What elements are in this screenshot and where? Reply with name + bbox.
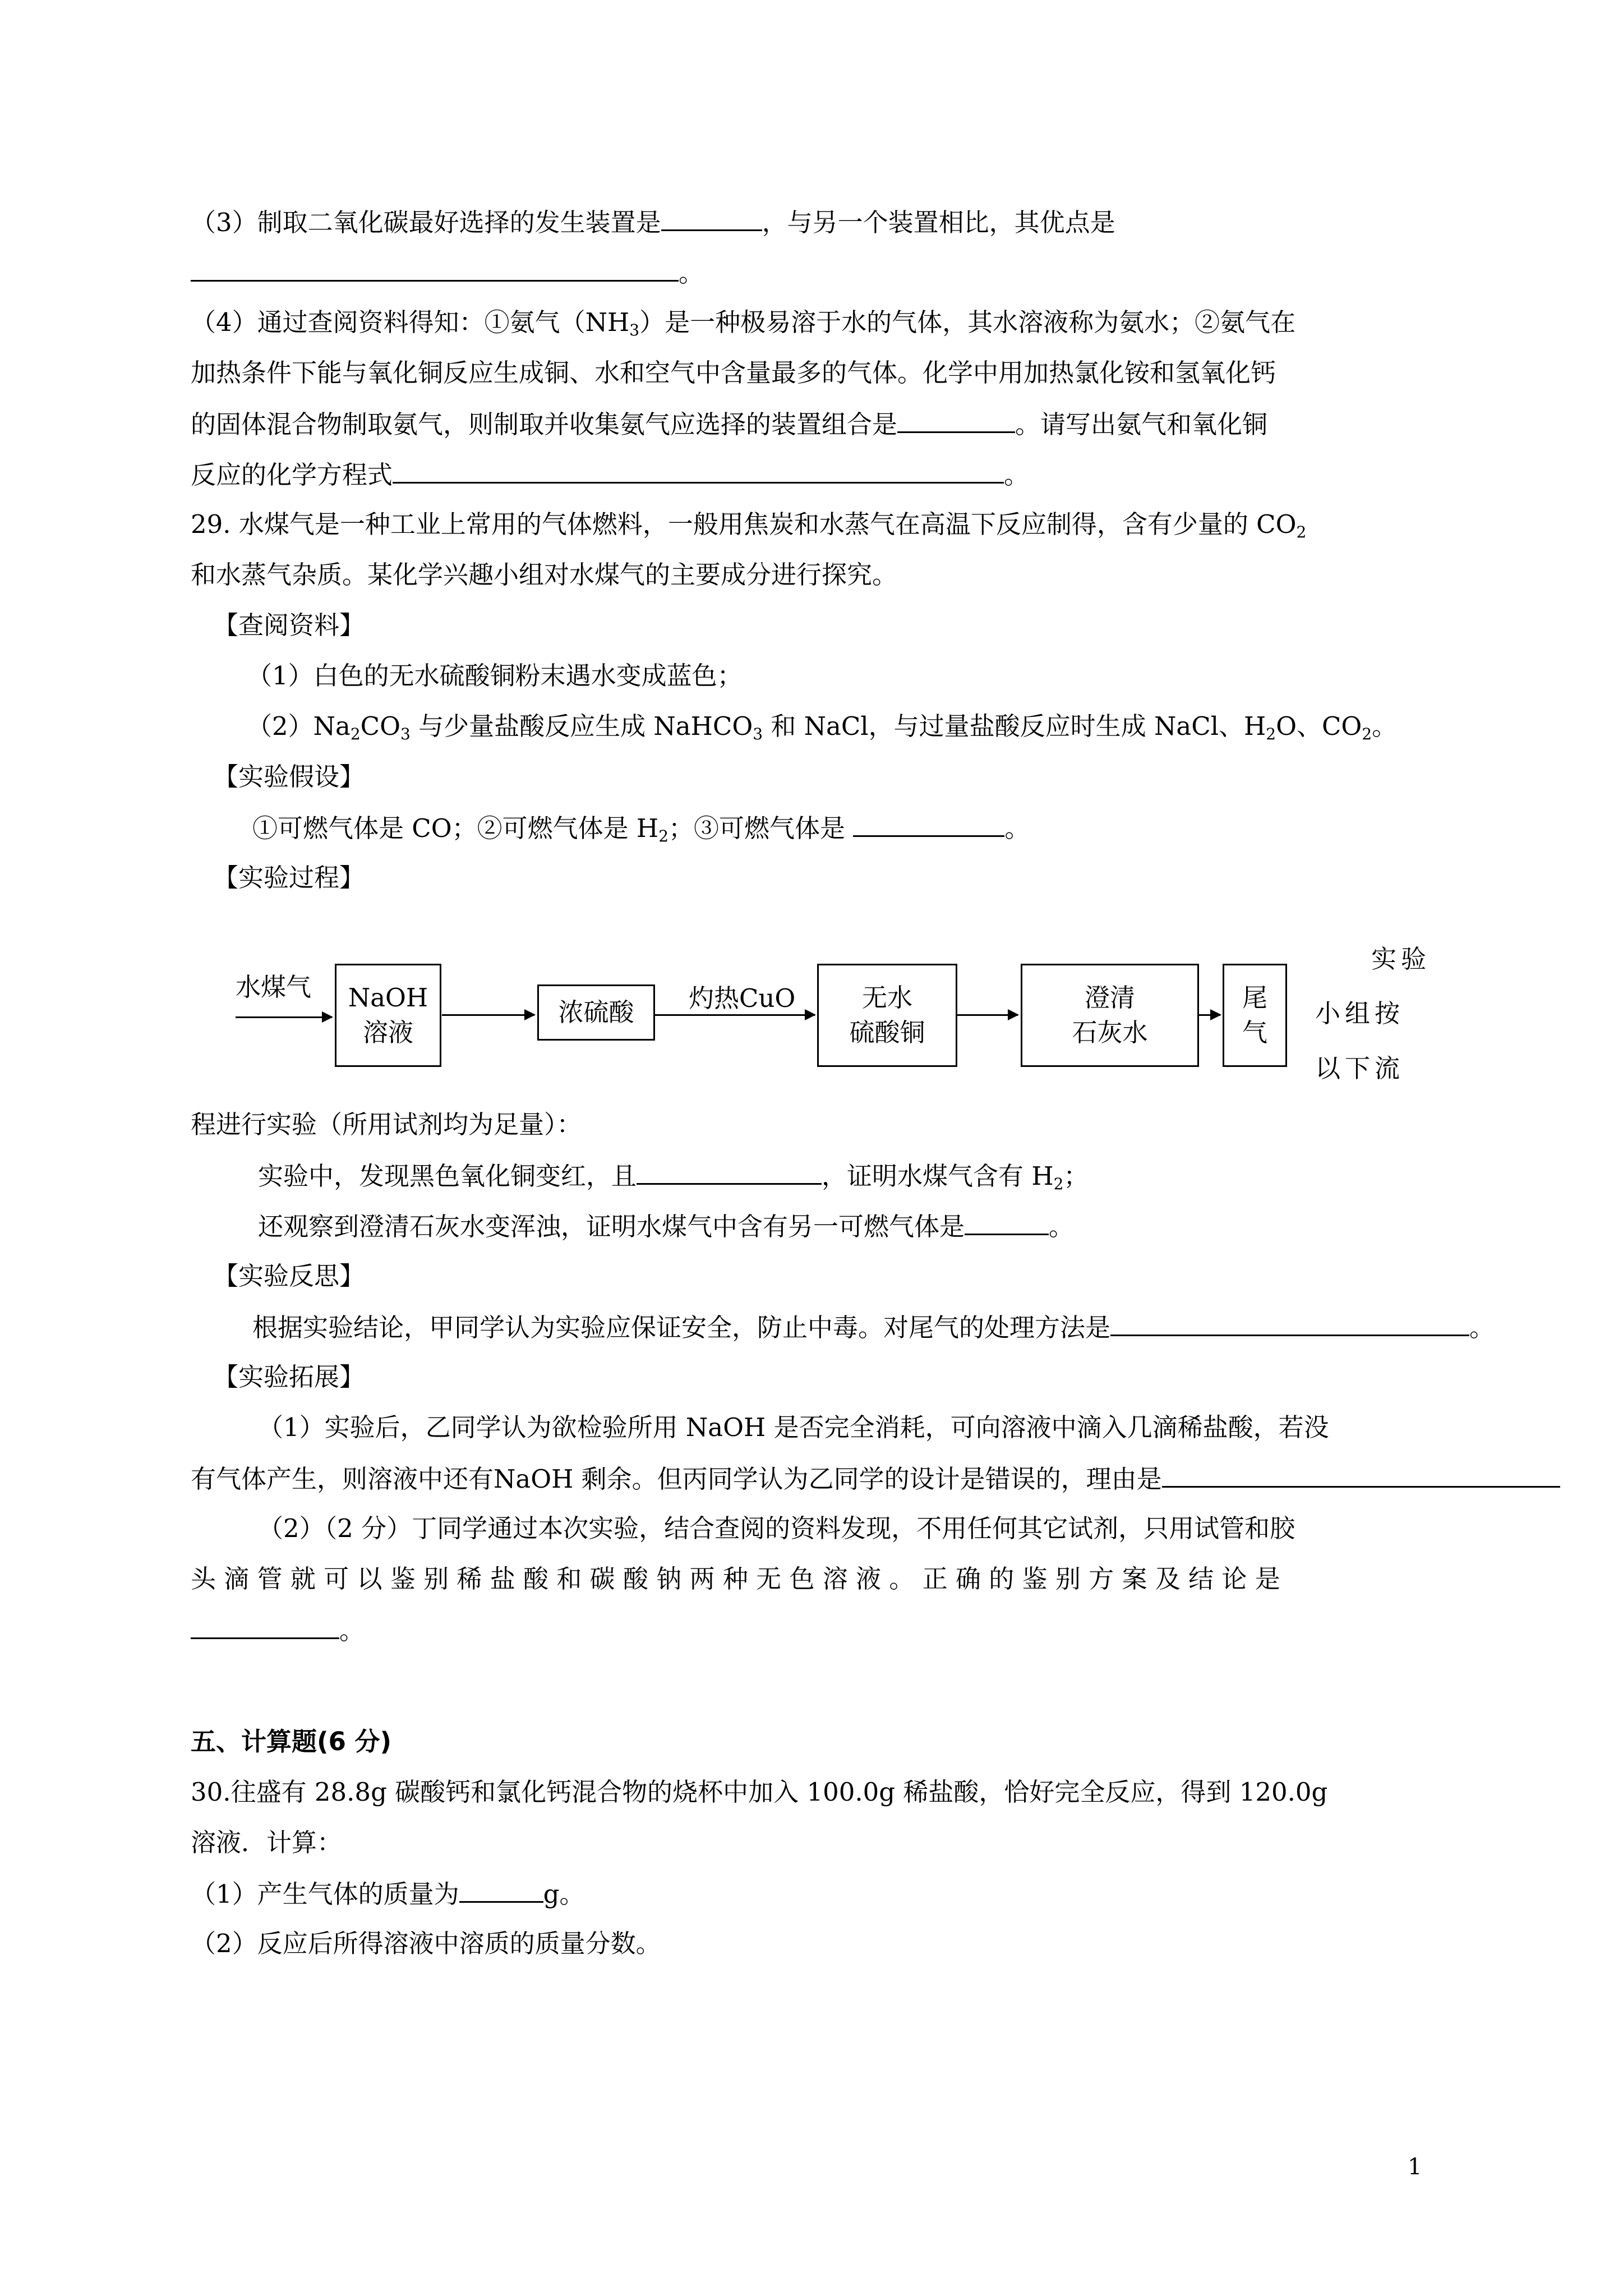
section-heading-reflection: 【实验反思】 — [213, 1261, 365, 1291]
q28-part4-line3: 的固体混合物制取氨气，则制取并收集氨气应选择的装置组合是 。请写出氨气和氧化铜 — [191, 407, 1267, 441]
answer-blank[interactable] — [637, 1158, 822, 1185]
q28-part3-line2: 。 — [191, 255, 704, 290]
flow-box-anhydrous-copper-sulfate: 无水 硫酸铜 — [817, 964, 957, 1067]
q29-line1: 29. 水煤气是一种工业上常用的气体燃料，一般用焦炭和水蒸气在高温下反应制得，含有少量的 $CO_2$ — [191, 509, 1307, 541]
side-text-2: 小组按 — [1315, 999, 1405, 1028]
answer-blank[interactable] — [393, 457, 1004, 484]
flow-box-conc-sulfuric-acid: 浓硫酸 — [537, 984, 655, 1041]
q30-line2: 溶液．计算： — [191, 1828, 343, 1857]
q28-part4-line4: 反应的化学方程式 。 — [191, 457, 1029, 492]
answer-blank[interactable] — [897, 407, 1015, 433]
answer-blank[interactable] — [965, 1209, 1049, 1235]
reflection-line: 根据实验结论，甲同学认为实验应保证安全，防止中毒。对尾气的处理方法是 。 — [252, 1310, 1495, 1345]
flow-hot-cuo-label: 灼热CuO — [689, 983, 796, 1013]
answer-blank[interactable] — [191, 255, 679, 282]
answer-blank[interactable] — [1162, 1461, 1560, 1488]
section-five-title: 五、计算题(6 分) — [191, 1727, 392, 1756]
q30-sub1: （1）产生气体的质量为 g。 — [191, 1876, 584, 1911]
q30-sub2: （2）反应后所得溶液中溶质的质量分数。 — [191, 1929, 661, 1958]
observation-1: 实验中，发现黑色氧化铜变红，且 ，证明水煤气含有 $H_2$； — [258, 1158, 1089, 1193]
answer-blank[interactable] — [1110, 1310, 1469, 1336]
answer-blank[interactable] — [853, 811, 1004, 837]
flow-box-naoh-solution: NaOH 溶液 — [335, 964, 441, 1067]
hypothesis-line: ①可燃气体是 CO；②可燃气体是 $H_2$；③可燃气体是 。 — [252, 811, 1030, 845]
section-heading-reference: 【查阅资料】 — [213, 610, 365, 640]
answer-blank[interactable] — [191, 1613, 339, 1639]
flow-arrow — [655, 1014, 815, 1016]
q28-part4-line2: 加热条件下能与氧化铜反应生成铜、水和空气中含量最多的气体。化学中用加热氯化铵和氢氧化钙 — [191, 358, 1276, 388]
process-continuation: 程进行实验（所用试剂均为足量）： — [191, 1110, 582, 1139]
answer-blank[interactable] — [661, 205, 762, 231]
q29-line2: 和水蒸气杂质。某化学兴趣小组对水煤气的主要成分进行探究。 — [191, 560, 898, 590]
flow-box-limewater: 澄清 石灰水 — [1021, 964, 1199, 1067]
flow-arrow — [442, 1014, 534, 1016]
observation-2: 还观察到澄清石灰水变浑浊，证明水煤气中含有另一可燃气体是 。 — [258, 1209, 1074, 1244]
extension-2-line1: （2）（2 分）丁同学通过本次实验，结合查阅的资料发现，不用任何其它试剂，只用试管和胶 — [258, 1513, 1295, 1543]
flow-input-label: 水煤气 — [236, 972, 312, 1002]
q28-part3-line1: （3）制取二氧化碳最好选择的发生装置是 ，与另一个装置相比，其优点是 — [191, 205, 1115, 240]
q28-part4-line1: （4）通过查阅资料得知：①氨气$(NH_3)$是一种极易溶于水的气体，其水溶液称为氨水；②氨气在 — [191, 307, 1296, 339]
extension-1-line2: 有气体产生，则溶液中还有NaOH 剩余。但丙同学认为乙同学的设计是错误的，理由是 — [191, 1461, 1560, 1496]
section-heading-hypothesis: 【实验假设】 — [213, 762, 365, 792]
extension-2-line2: 头 滴 管 就 可 以 鉴 别 稀 盐 酸 和 碳 酸 钠 两 种 无 色 溶 液 。 正 确 的 鉴 别 方 案 及 结 论 是 — [191, 1564, 1280, 1594]
extension-2-line3: 。 — [191, 1613, 365, 1648]
flow-arrow — [957, 1014, 1018, 1016]
reference-item-2: $(2)Na_2CO_3$ 与少量盐酸反应生成 NaHCO$_3$ 和 NaCl，与过量盐酸反应时生成 NaCl、$H_2O$、$CO_2$。 — [247, 711, 1398, 743]
side-text-3: 以下流 — [1315, 1053, 1405, 1083]
section-heading-process: 【实验过程】 — [213, 863, 365, 892]
answer-blank[interactable] — [459, 1876, 543, 1903]
reference-item-1: （1）白色的无水硫酸铜粉末遇水变成蓝色； — [247, 661, 743, 691]
flow-box-tail-gas: 尾 气 — [1223, 964, 1287, 1067]
side-text-1: 实验 — [1371, 944, 1431, 974]
extension-1-line1: （1）实验后，乙同学认为欲检验所用 NaOH 是否完全消耗，可向溶液中滴入几滴稀盐酸，若没 — [258, 1412, 1329, 1442]
page-number: 1 — [1408, 2154, 1422, 2180]
q30-line1: 30.往盛有 28.8g 碳酸钙和氯化钙混合物的烧杯中加入 100.0g 稀盐酸，恰好完全反应，得到 120.0g — [191, 1777, 1328, 1807]
flow-arrow — [236, 1016, 332, 1018]
section-heading-extension: 【实验拓展】 — [213, 1362, 365, 1392]
flow-arrow — [1199, 1014, 1220, 1016]
